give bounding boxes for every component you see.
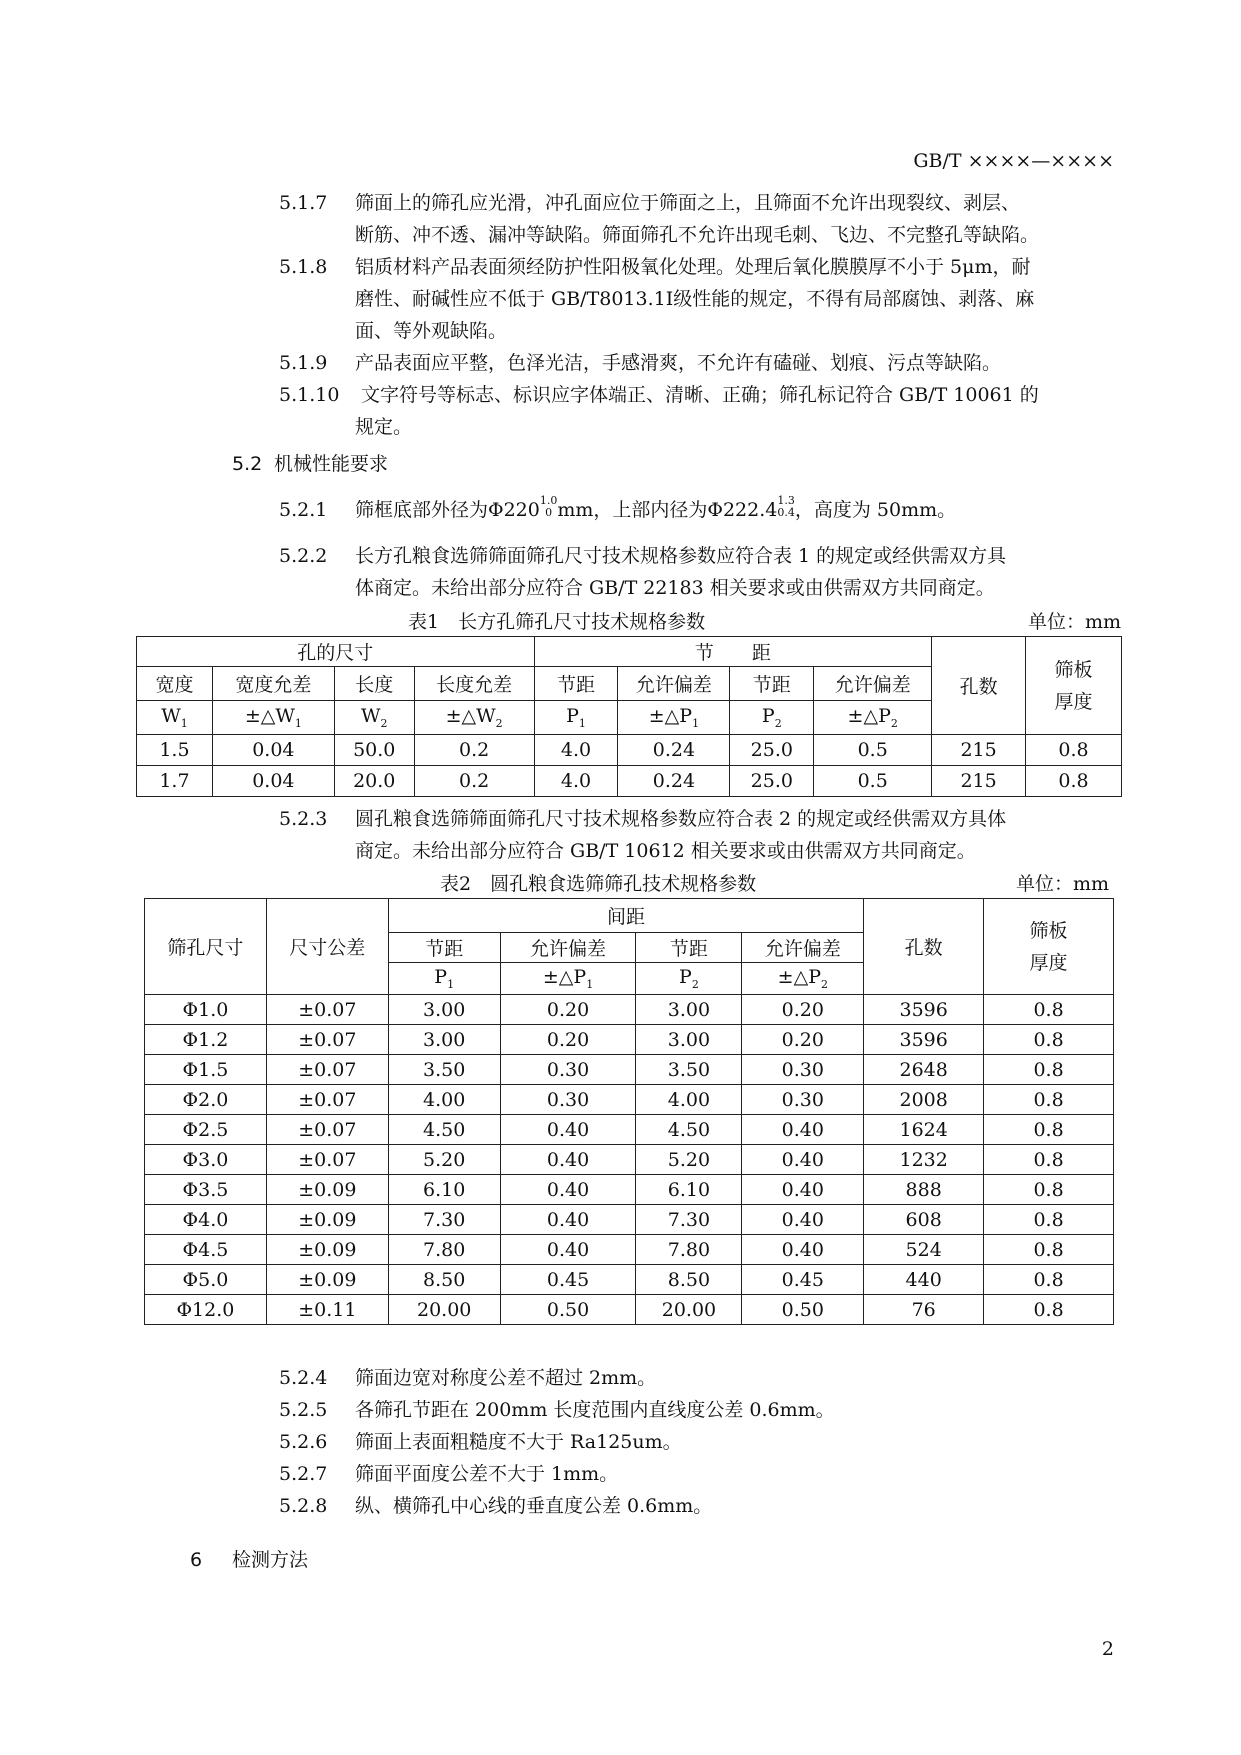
table2-header-size: 筛孔尺寸 — [145, 899, 267, 995]
table1-header-holes: 孔数 — [932, 637, 1026, 735]
clause-number: 5.2.8 — [279, 1495, 328, 1517]
table-cell: 25.0 — [730, 735, 814, 766]
table2-header-holes: 孔数 — [864, 899, 984, 995]
section-number: 5.2 — [232, 453, 263, 475]
table-cell: 1232 — [864, 1145, 984, 1175]
table2-col-symbol — [636, 963, 742, 995]
table-row — [145, 1025, 1114, 1055]
table1-col-symbol — [730, 701, 814, 735]
table-cell: 0.50 — [742, 1295, 864, 1325]
clause-text: 筛面平面度公差不大于 1mm。 — [355, 1463, 619, 1485]
table-cell: 0.8 — [984, 1175, 1114, 1205]
clause — [279, 1490, 835, 1522]
symbol-subscript: 2 — [380, 716, 388, 730]
clause-line: 磨性、耐碱性应不低于 GB/T8013.1Ⅰ级性能的规定，不得有局部腐蚀、剥落、麻 — [355, 288, 1035, 310]
symbol: W — [360, 705, 381, 728]
table1-col-header: 节距 — [534, 667, 618, 701]
table1-col-header: 允许偏差 — [618, 667, 730, 701]
table-cell: 8.50 — [388, 1265, 500, 1295]
table-cell: 0.8 — [1026, 735, 1122, 766]
table-cell: 0.04 — [212, 766, 334, 797]
clause-5-2-1 — [279, 494, 1119, 526]
table-row — [145, 1085, 1114, 1115]
table-row — [145, 1175, 1114, 1205]
section-6-heading — [190, 1545, 308, 1572]
table-cell: 608 — [864, 1205, 984, 1235]
table-cell: ±0.09 — [266, 1265, 388, 1295]
clause-number: 5.2.6 — [279, 1431, 328, 1453]
table1-col-header: 宽度 — [137, 667, 213, 701]
table-cell: 0.8 — [984, 1115, 1114, 1145]
symbol-subscript: 1 — [447, 977, 455, 991]
symbol: P — [434, 966, 448, 989]
clause-line: 商定。未给出部分应符合 GB/T 10612 相关要求或由供需双方共同商定。 — [355, 840, 976, 862]
clause — [279, 1394, 835, 1426]
symbol: ±△P — [648, 705, 693, 728]
table-cell: 2008 — [864, 1085, 984, 1115]
table-row — [145, 1145, 1114, 1175]
table-cell: 3596 — [864, 995, 984, 1025]
clause-line: 断筋、冲不透、漏冲等缺陷。筛面筛孔不允许出现毛刺、飞边、不完整孔等缺陷。 — [355, 224, 1040, 246]
clause-line: 筛面上的筛孔应光滑，冲孔面应位于筛面之上，且筛面不允许出现裂纹、剥层、 — [355, 192, 1021, 214]
table-cell: 4.50 — [388, 1115, 500, 1145]
table2-unit: 单位：mm — [1016, 873, 1110, 895]
table-cell: 0.20 — [742, 1025, 864, 1055]
table-cell: Φ12.0 — [145, 1295, 267, 1325]
clause — [279, 1362, 835, 1394]
page-number: 2 — [1101, 1638, 1114, 1660]
table-cell: 440 — [864, 1265, 984, 1295]
tolerance-upper: 1.0 — [539, 494, 558, 507]
table2-col-symbol — [500, 963, 636, 995]
thickness-label: 筛板厚度 — [1029, 919, 1068, 974]
table-cell: 0.8 — [984, 1265, 1114, 1295]
symbol-subscript: 2 — [691, 977, 699, 991]
table-cell: ±0.07 — [266, 1145, 388, 1175]
clause-5-2-2 — [279, 540, 1119, 604]
section-number: 6 — [190, 1549, 203, 1571]
table2-header-thickness — [984, 899, 1114, 995]
table-cell: 0.40 — [742, 1235, 864, 1265]
table-cell: 76 — [864, 1295, 984, 1325]
table-cell: 20.0 — [334, 766, 414, 797]
symbol: W — [161, 705, 181, 728]
clause-number: 5.2.3 — [279, 808, 328, 830]
table-cell: 1624 — [864, 1115, 984, 1145]
clause-line: 产品表面应平整，色泽光洁，手感滑爽，不允许有磕碰、划痕、污点等缺陷。 — [355, 352, 1002, 374]
symbol: ±△P — [542, 966, 587, 989]
clause-number: 5.2.4 — [279, 1367, 328, 1389]
table1-group-size: 孔的尺寸 — [137, 637, 535, 667]
table-cell: Φ2.0 — [145, 1085, 267, 1115]
symbol-subscript: 2 — [820, 977, 828, 991]
table-cell: 6.10 — [388, 1175, 500, 1205]
clause-5-1-9 — [279, 347, 1119, 379]
document-header: GB/T ××××—×××× — [913, 150, 1114, 172]
clause-number: 5.1.7 — [279, 192, 328, 214]
table-row — [145, 1265, 1114, 1295]
tolerance-1 — [540, 495, 558, 519]
table-cell: 50.0 — [334, 735, 414, 766]
symbol: P — [566, 705, 579, 728]
table-cell: 20.00 — [388, 1295, 500, 1325]
table1-col-symbol — [334, 701, 414, 735]
table1-unit: 单位：mm — [1028, 611, 1122, 633]
clause-line: 铝质材料产品表面须经防护性阳极氧化处理。处理后氧化膜膜厚不小于 5μm，耐 — [355, 256, 1031, 278]
table-cell: 0.45 — [742, 1265, 864, 1295]
table-cell: 0.20 — [742, 995, 864, 1025]
table-cell: Φ3.5 — [145, 1175, 267, 1205]
table1-col-symbol — [137, 701, 213, 735]
tolerance-lower: 0 — [545, 506, 553, 519]
tolerance-2 — [777, 495, 795, 519]
clause-text: 筛面上表面粗糙度不大于 Ra125um。 — [355, 1431, 682, 1453]
clause — [279, 1426, 835, 1458]
table-cell: 0.5 — [814, 766, 932, 797]
table-cell: 0.20 — [500, 1025, 636, 1055]
table2-col-header: 节距 — [636, 933, 742, 963]
symbol-subscript: 1 — [294, 716, 302, 730]
table-cell: 0.24 — [618, 766, 730, 797]
table1-col-header: 允许偏差 — [814, 667, 932, 701]
clause-number: 5.2.5 — [279, 1399, 328, 1421]
table-cell: 3.50 — [388, 1055, 500, 1085]
table-cell: ±0.07 — [266, 1115, 388, 1145]
table-cell: 0.45 — [500, 1265, 636, 1295]
table-cell: 0.50 — [500, 1295, 636, 1325]
symbol: P — [761, 705, 775, 728]
clause-line: 体商定。未给出部分应符合 GB/T 22183 相关要求或由供需双方共同商定。 — [355, 577, 995, 599]
table-cell: 3.00 — [636, 995, 742, 1025]
table-cell: ±0.07 — [266, 995, 388, 1025]
table-cell: 0.40 — [500, 1205, 636, 1235]
table-cell: 3.50 — [636, 1055, 742, 1085]
table1-caption: 表1 长方孔筛孔尺寸技术规格参数 — [408, 611, 706, 633]
table2-col-symbol — [742, 963, 864, 995]
table-cell: Φ5.0 — [145, 1265, 267, 1295]
table-cell: 0.8 — [984, 1025, 1114, 1055]
clause-text: 各筛孔节距在 200mm 长度范围内直线度公差 0.6mm。 — [355, 1399, 835, 1421]
symbol-subscript: 1 — [692, 716, 700, 730]
symbol-subscript: 1 — [578, 716, 586, 730]
table2-col-header: 允许偏差 — [742, 933, 864, 963]
table-cell: 0.30 — [500, 1055, 636, 1085]
clause-number: 5.1.8 — [279, 256, 328, 278]
symbol-subscript: 1 — [586, 977, 594, 991]
clause-line: 圆孔粮食选筛筛面筛孔尺寸技术规格参数应符合表 2 的规定或经供需双方具体 — [355, 808, 1007, 830]
symbol-subscript: 2 — [495, 716, 503, 730]
table-cell: 0.20 — [500, 995, 636, 1025]
table-cell: ±0.09 — [266, 1205, 388, 1235]
table-cell: 4.0 — [534, 766, 618, 797]
table1-col-header: 长度允差 — [414, 667, 534, 701]
section-title: 机械性能要求 — [274, 453, 389, 475]
table1-col-header: 节距 — [730, 667, 814, 701]
table-row — [145, 1235, 1114, 1265]
clause-number: 5.1.9 — [279, 352, 328, 374]
table2-col-symbol — [388, 963, 500, 995]
table-cell: ±0.11 — [266, 1295, 388, 1325]
clause — [279, 1458, 835, 1490]
table2-group-spacing: 间距 — [388, 899, 864, 933]
clause-number: 5.1.10 — [279, 384, 340, 406]
table1-col-symbol — [618, 701, 730, 735]
clause-5-1-10 — [279, 379, 1119, 443]
table-cell: 215 — [932, 766, 1026, 797]
table-cell: 0.40 — [742, 1175, 864, 1205]
table-cell: ±0.07 — [266, 1085, 388, 1115]
table-cell: 25.0 — [730, 766, 814, 797]
table2-col-header: 节距 — [388, 933, 500, 963]
clause-5-2-3 — [279, 803, 1119, 867]
table-row — [145, 1205, 1114, 1235]
symbol: ±△P — [847, 705, 891, 728]
table-cell: 0.40 — [500, 1235, 636, 1265]
clause-text: 纵、横筛孔中心线的垂直度公差 0.6mm。 — [355, 1495, 713, 1517]
clause-number: 5.2.7 — [279, 1463, 328, 1485]
table-cell: 7.80 — [636, 1235, 742, 1265]
clause-text: mm，上部内径为Φ222.4 — [557, 499, 778, 521]
table-cell: 0.8 — [984, 1145, 1114, 1175]
table-cell: 0.40 — [500, 1115, 636, 1145]
table-cell: 0.40 — [742, 1115, 864, 1145]
table-cell: 888 — [864, 1175, 984, 1205]
table2-header-tolerance: 尺寸公差 — [266, 899, 388, 995]
table-cell: 0.5 — [814, 735, 932, 766]
table-cell: 4.0 — [534, 735, 618, 766]
symbol: ±△W — [244, 705, 295, 728]
table-cell: 0.40 — [500, 1145, 636, 1175]
table-cell: ±0.07 — [266, 1055, 388, 1085]
table-cell: Φ2.5 — [145, 1115, 267, 1145]
tolerance-upper: 1.3 — [777, 494, 795, 507]
section-title: 检测方法 — [232, 1549, 309, 1571]
clause-line: 面、等外观缺陷。 — [355, 320, 508, 342]
table-cell: 0.8 — [984, 1085, 1114, 1115]
clause-line: 长方孔粮食选筛筛面筛孔尺寸技术规格参数应符合表 1 的规定或经供需双方具 — [355, 545, 1007, 567]
table-cell: 1.5 — [137, 735, 213, 766]
table-cell: 0.24 — [618, 735, 730, 766]
symbol-subscript: 2 — [890, 716, 898, 730]
table1-group-pitch: 节 距 — [534, 637, 932, 667]
table-cell: 5.20 — [636, 1145, 742, 1175]
table-cell: Φ4.5 — [145, 1235, 267, 1265]
table-cell: 0.2 — [414, 766, 534, 797]
table-row — [137, 735, 1122, 766]
table-cell: 0.8 — [984, 1295, 1114, 1325]
table-cell: 3.00 — [388, 1025, 500, 1055]
section-5-2-heading — [232, 449, 388, 476]
thickness-label: 筛板厚度 — [1054, 658, 1093, 713]
table-cell: 0.40 — [500, 1175, 636, 1205]
table1-col-header: 长度 — [334, 667, 414, 701]
table-cell: 0.8 — [984, 1205, 1114, 1235]
clause-5-1-8 — [279, 251, 1119, 347]
table1-col-symbol — [212, 701, 334, 735]
table-cell: 215 — [932, 735, 1026, 766]
table1-col-symbol — [814, 701, 932, 735]
tolerance-lower: 0.4 — [777, 506, 795, 519]
symbol: ±△P — [777, 966, 821, 989]
table1 — [136, 636, 1122, 797]
symbol-subscript: 2 — [774, 716, 782, 730]
table-cell: 1.7 — [137, 766, 213, 797]
clause-line: 文字符号等标志、标识应字体端正、清晰、正确；筛孔标记符合 GB/T 10061 的 — [361, 384, 1039, 406]
table-cell: 0.8 — [984, 1055, 1114, 1085]
table-cell: 4.50 — [636, 1115, 742, 1145]
table-cell: 524 — [864, 1235, 984, 1265]
clause-line: 规定。 — [355, 416, 413, 438]
table-cell: 0.30 — [742, 1085, 864, 1115]
table-cell: 3.00 — [636, 1025, 742, 1055]
table-cell: 5.20 — [388, 1145, 500, 1175]
table-cell: 2648 — [864, 1055, 984, 1085]
table-cell: 6.10 — [636, 1175, 742, 1205]
table-row — [137, 766, 1122, 797]
clause-number: 5.2.1 — [279, 499, 328, 521]
table-cell: 0.8 — [984, 1235, 1114, 1265]
table-row — [145, 1115, 1114, 1145]
table-cell: Φ1.5 — [145, 1055, 267, 1085]
symbol-subscript: 1 — [180, 716, 188, 730]
table-cell: 0.30 — [742, 1055, 864, 1085]
table-cell: 0.8 — [1026, 766, 1122, 797]
table1-col-header: 宽度允差 — [212, 667, 334, 701]
table-cell: Φ1.0 — [145, 995, 267, 1025]
table-cell: ±0.07 — [266, 1025, 388, 1055]
table-cell: 0.30 — [500, 1085, 636, 1115]
table-cell: 3596 — [864, 1025, 984, 1055]
table-cell: 4.00 — [388, 1085, 500, 1115]
table-cell: Φ4.0 — [145, 1205, 267, 1235]
table2-col-header: 允许偏差 — [500, 933, 636, 963]
table-cell: 7.30 — [388, 1205, 500, 1235]
table-cell: 8.50 — [636, 1265, 742, 1295]
table-row — [145, 1055, 1114, 1085]
table-cell: 0.40 — [742, 1205, 864, 1235]
table-cell: Φ1.2 — [145, 1025, 267, 1055]
table-cell: 0.2 — [414, 735, 534, 766]
clause-text: 筛面边宽对称度公差不超过 2mm。 — [355, 1367, 657, 1389]
table-cell: 4.00 — [636, 1085, 742, 1115]
table1-col-symbol — [534, 701, 618, 735]
table-cell: Φ3.0 — [145, 1145, 267, 1175]
symbol: ±△W — [445, 705, 496, 728]
table-cell: 0.04 — [212, 735, 334, 766]
clause-number: 5.2.2 — [279, 545, 328, 567]
table-cell: ±0.09 — [266, 1235, 388, 1265]
table2 — [144, 898, 1114, 1325]
table-cell: 0.8 — [984, 995, 1114, 1025]
table-cell: 20.00 — [636, 1295, 742, 1325]
clause-text: 筛框底部外径为Φ220 — [355, 499, 540, 521]
table-cell: ±0.09 — [266, 1175, 388, 1205]
table2-caption: 表2 圆孔粮食选筛筛孔技术规格参数 — [440, 873, 757, 895]
symbol: P — [679, 966, 692, 989]
table-cell: 3.00 — [388, 995, 500, 1025]
table-row — [145, 995, 1114, 1025]
clause-5-1-7 — [279, 187, 1119, 251]
table-cell: 7.30 — [636, 1205, 742, 1235]
table-cell: 0.40 — [742, 1145, 864, 1175]
table-row — [145, 1295, 1114, 1325]
table1-col-symbol — [414, 701, 534, 735]
clause-text: ，高度为 50mm。 — [794, 499, 957, 521]
clauses-5-2-4-to-5-2-8 — [279, 1362, 835, 1522]
table1-header-thickness — [1026, 637, 1122, 735]
table-cell: 7.80 — [388, 1235, 500, 1265]
